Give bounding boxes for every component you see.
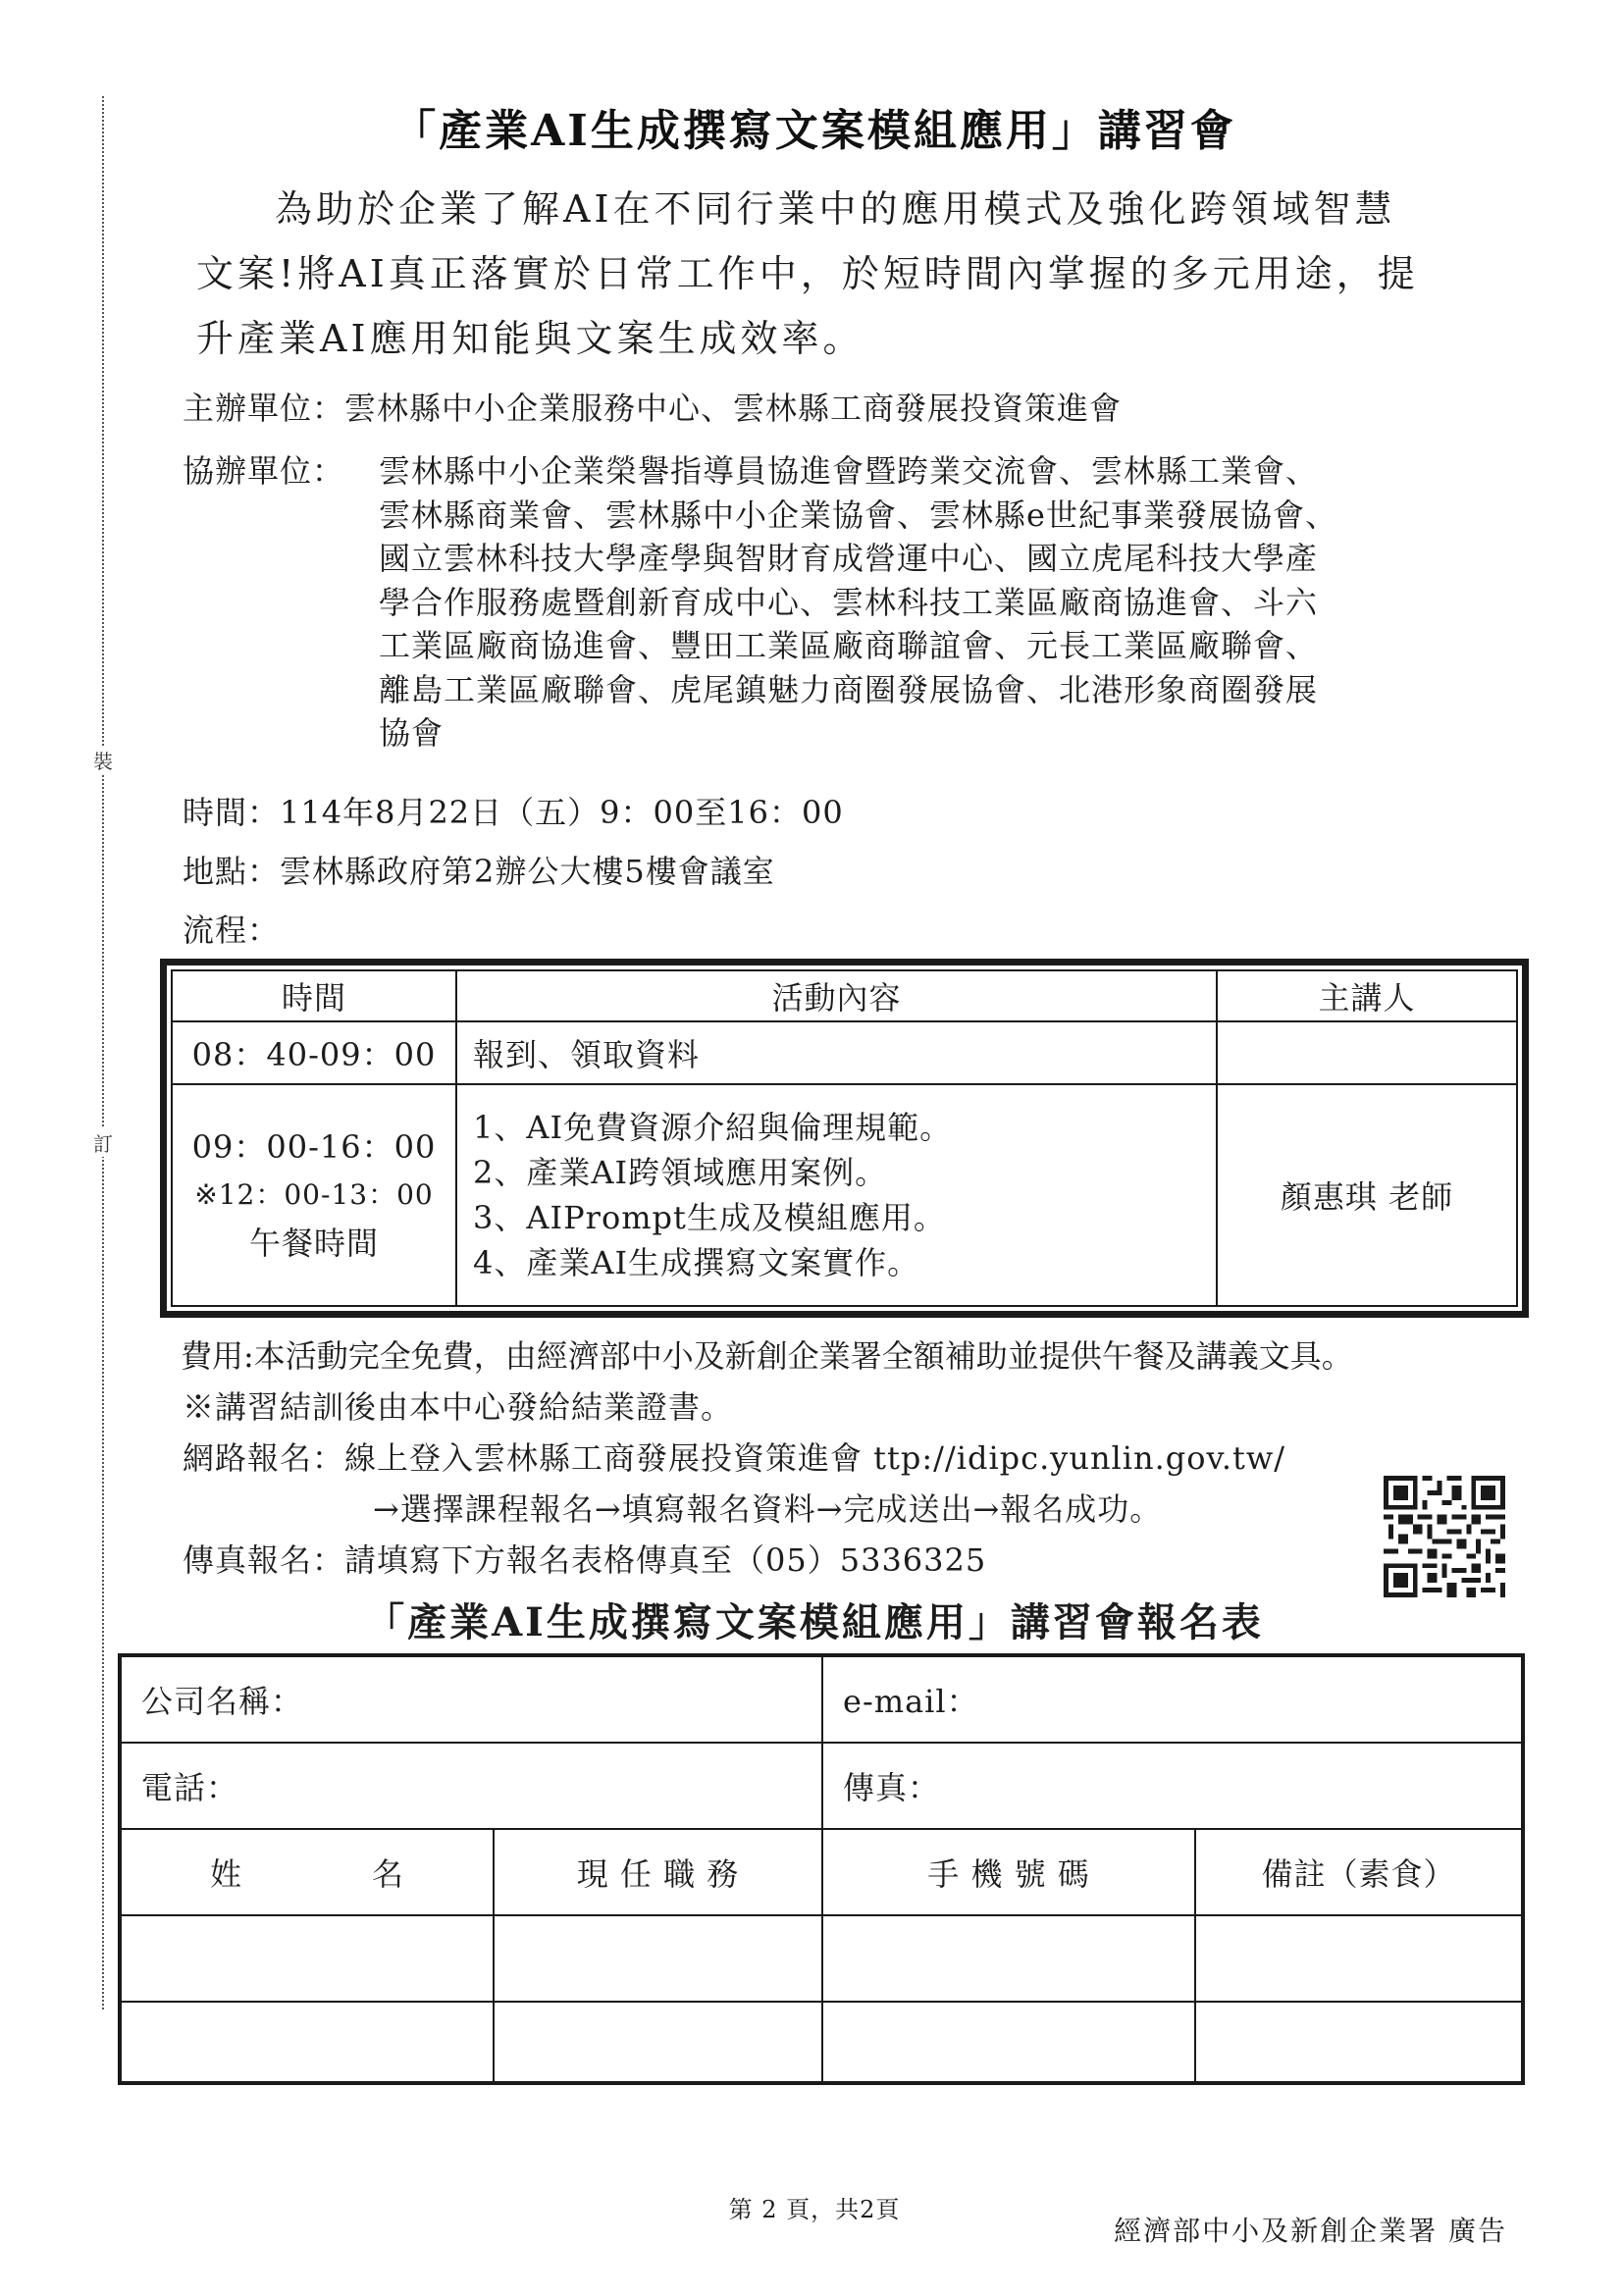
- schedule-time-cell: 08：40-09：00: [172, 1021, 456, 1084]
- schedule-activity-cell: 報到、領取資料: [456, 1021, 1217, 1084]
- registration-form: [118, 1653, 1525, 2085]
- activity-item: 3、AIPrompt生成及模組應用。: [473, 1199, 946, 1236]
- schedule-row: [172, 1021, 1517, 1084]
- activity-item: 4、產業AI生成撰寫文案實作。: [473, 1244, 920, 1281]
- co-organizer-line: 雲林縣中小企業榮譽指導員協進會暨跨業交流會、雲林縣工業會、: [379, 452, 1319, 490]
- attendee-name-input[interactable]: [122, 1916, 495, 2001]
- binding-char-ding: 訂: [90, 1128, 116, 1157]
- attendee-note-input[interactable]: [1196, 2003, 1521, 2085]
- schedule-header-speaker: 主講人: [1217, 970, 1517, 1021]
- intro-line-2: 文案!將AI真正落實於日常工作中，於短時間內掌握的多元用途，提: [196, 252, 1419, 295]
- organizer-label: 主辦單位：: [183, 390, 345, 427]
- co-organizer-line: 離島工業區廠聯會、虎尾鎮魅力商圈發展協會、北港形象商圈發展: [379, 670, 1319, 708]
- activity-item: 2、產業AI跨領域應用案例。: [473, 1154, 888, 1191]
- attendee-title-input[interactable]: [495, 2003, 823, 2085]
- attendee-note-input[interactable]: [1196, 1916, 1521, 2001]
- page-title: 「產業AI生成撰寫文案模組應用」講習會: [393, 106, 1236, 156]
- qr-code-icon[interactable]: [1384, 1476, 1505, 1597]
- online-registration-steps: →選擇課程報名→填寫報名資料→完成送出→報名成功。: [373, 1490, 1163, 1528]
- online-registration-line: 網路報名：線上登入雲林縣工商發展投資策進會 ttp://idipc.yunlin.gov.tw/: [183, 1439, 1286, 1477]
- schedule-row: [172, 1084, 1517, 1306]
- email-field[interactable]: e-mail：: [843, 1683, 979, 1720]
- intro-line-1: 為助於企業了解AI在不同行業中的應用模式及強化跨領域智慧: [275, 187, 1396, 231]
- registration-form-title: 「產業AI生成撰寫文案模組應用」講習會報名表: [365, 1599, 1264, 1645]
- certificate-note: ※講習結訓後由本中心發給結業證書。: [183, 1388, 734, 1426]
- schedule-speaker-cell: 顏惠琪 老師: [1217, 1084, 1517, 1306]
- fee-line: 費用:本活動完全免費，由經濟部中小及新創企業署全額補助並提供午餐及講義文具。: [181, 1337, 1353, 1375]
- co-organizer-block: [183, 449, 1537, 756]
- co-organizer-line: 國立雲林科技大學產學與智財育成營運中心、國立虎尾科技大學產: [379, 540, 1319, 577]
- schedule-table-frame: [160, 959, 1529, 1318]
- col-name-header: 姓 名: [122, 1830, 495, 1914]
- form-header-row: [122, 1830, 1521, 1916]
- schedule-activity-cell: [456, 1084, 1217, 1306]
- session-time: 09：00-16：00: [191, 1128, 437, 1166]
- co-organizer-list: [379, 449, 1537, 756]
- lunch-label: 午餐時間: [248, 1225, 379, 1262]
- co-organizer-line: 學合作服務處暨創新育成中心、雲林科技工業區廠商協進會、斗六: [379, 583, 1319, 621]
- event-place: 地點：雲林縣政府第2辦公大樓5樓會議室: [183, 853, 775, 890]
- attendee-mobile-input[interactable]: [823, 2003, 1196, 2085]
- intro-paragraph: [196, 177, 1511, 371]
- organizer-line: [183, 387, 1537, 430]
- schedule-header-time: 時間: [172, 970, 456, 1021]
- lunch-time-note: ※12：00-13：00: [194, 1178, 434, 1211]
- schedule-header-activity: 活動內容: [456, 970, 1217, 1021]
- schedule-speaker-cell: [1217, 1021, 1517, 1084]
- schedule-table: [171, 969, 1518, 1307]
- activity-item: 1、AI免費資源介紹與倫理規範。: [473, 1109, 953, 1146]
- binding-margin-line: [102, 96, 104, 2009]
- company-name-field[interactable]: 公司名稱：: [122, 1657, 823, 1742]
- schedule-time-cell: [172, 1084, 456, 1306]
- event-time: 時間：114年8月22日（五）9：00至16：00: [183, 794, 844, 831]
- intro-line-3: 升產業AI應用知能與文案生成效率。: [196, 317, 864, 360]
- fax-field[interactable]: 傳真：: [843, 1769, 941, 1806]
- co-organizer-line: 協會: [379, 714, 445, 752]
- flow-label: 流程：: [183, 912, 281, 949]
- organizer-value: 雲林縣中小企業服務中心、雲林縣工商發展投資策進會: [344, 390, 1123, 427]
- attendee-name-input[interactable]: [122, 2003, 495, 2085]
- attendee-mobile-input[interactable]: [823, 1916, 1196, 2001]
- co-organizer-line: 工業區廠商協進會、豐田工業區廠商聯誼會、元長工業區廠聯會、: [379, 627, 1319, 664]
- advertiser-credit: 經濟部中小及新創企業署 廣告: [1114, 2215, 1507, 2247]
- phone-field[interactable]: 電話：: [122, 1744, 823, 1828]
- co-organizer-label: 協辦單位：: [183, 452, 345, 490]
- form-row-phone: [122, 1744, 1521, 1830]
- attendee-title-input[interactable]: [495, 1916, 823, 2001]
- schedule-header-row: [172, 970, 1517, 1021]
- col-mobile-header: 手 機 號 碼: [823, 1830, 1196, 1914]
- co-organizer-line: 雲林縣商業會、雲林縣中小企業協會、雲林縣e世紀事業發展協會、: [379, 496, 1337, 534]
- col-note-header: 備註（素食）: [1261, 1855, 1456, 1893]
- form-row-company: [122, 1657, 1521, 1744]
- fax-registration-line: 傳真報名：請填寫下方報名表格傳真至（05）5336325: [183, 1541, 987, 1579]
- attendee-row: [122, 1916, 1521, 2003]
- binding-char-zhuang: 裝: [90, 746, 116, 774]
- page-number: 第 2 頁，共2頁: [728, 2196, 901, 2223]
- col-title-header: 現 任 職 務: [495, 1830, 823, 1914]
- attendee-row: [122, 2003, 1521, 2085]
